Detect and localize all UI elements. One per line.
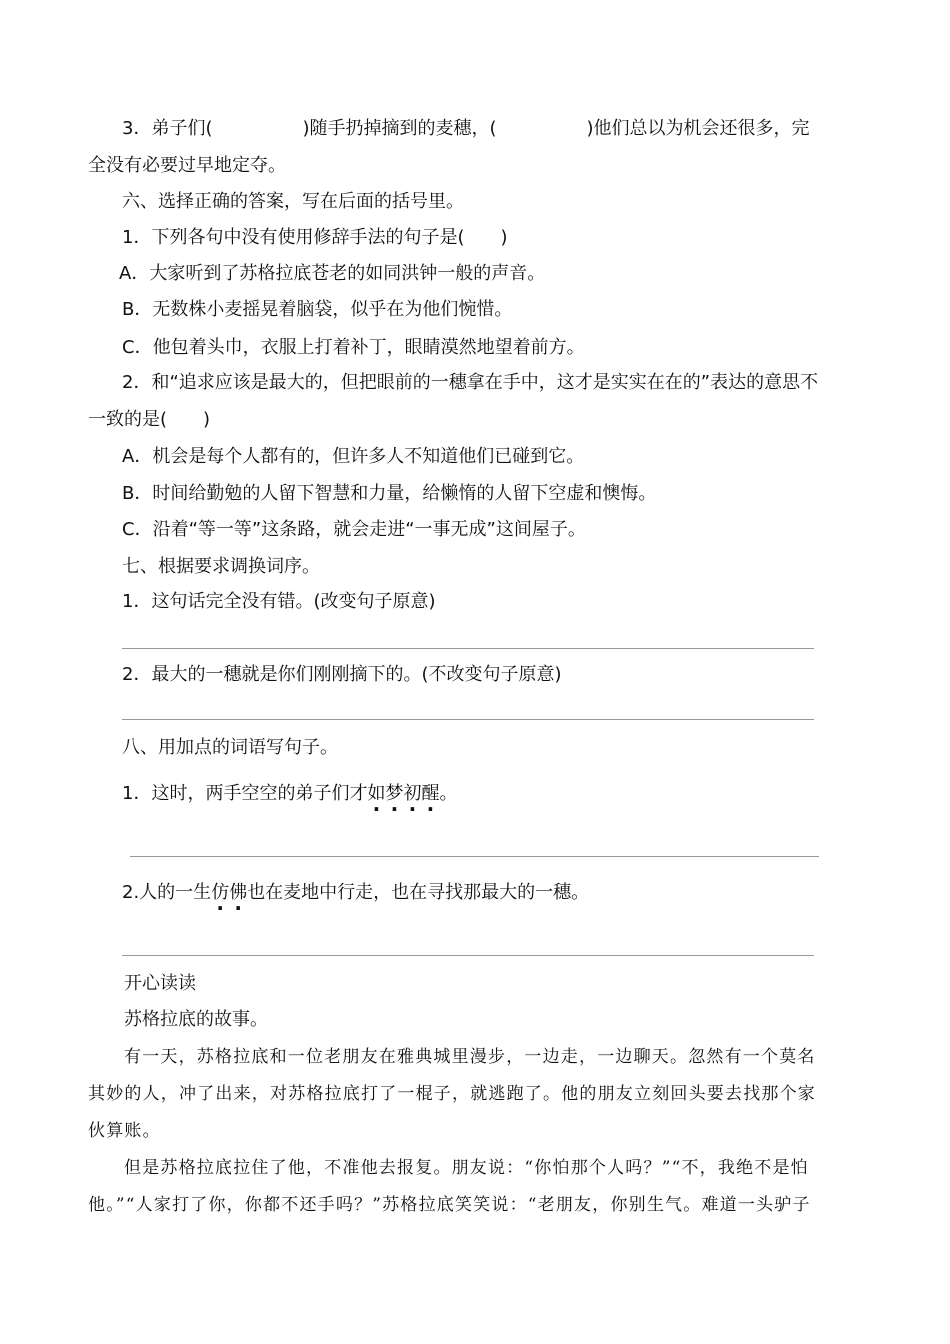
answer-line-8-2[interactable] [122,955,814,956]
story-p2-line-1: 但是苏格拉底拉住了他，不准他去报复。朋友说：“你怕那个人吗？”“不，我绝不是怕 [124,1158,809,1178]
question-7-1: 1．这句话完全没有错。(改变句子原意) [122,591,436,612]
question-8-2-text: 2.人的一生 [122,882,212,903]
question-8-2 [122,881,589,905]
story-p1-line-1: 有一天，苏格拉底和一位老朋友在雅典城里漫步，一边走，一边聊天。忽然有一个莫名 [124,1047,816,1067]
story-p1-line-2: 其妙的人，冲了出来，对苏格拉底打了一棍子，就逃跑了。他的朋友立刻回头要去找那个家 [88,1084,816,1104]
item-3-line-2: 全没有必要过早地定夺。 [88,155,286,176]
dotted-char: 初 [403,783,422,804]
option-6-1-c: C．他包着头巾，衣服上打着补丁，眼睛漠然地望着前方。 [122,337,585,358]
item-3-line-1: 3．弟子们( )随手扔掉摘到的麦穗，( )他们总以为机会还很多，完 [122,118,810,139]
dotted-char: 佛 [229,882,248,903]
section-7-heading: 七、根据要求调换词序。 [122,556,320,577]
question-8-1-text: 1．这时，两手空空的弟子们才 [122,783,368,804]
option-6-2-c: C．沿着“等一等”这条路，就会走进“一事无成”这间屋子。 [122,519,586,540]
question-8-1 [122,782,457,806]
question-8-2-end: 也在麦地中行走，也在寻找那最大的一穗。 [247,882,590,903]
question-6-1: 1．下列各句中没有使用修辞手法的句子是( ) [122,227,508,248]
question-7-2: 2．最大的一穗就是你们刚刚摘下的。(不改变句子原意) [122,664,562,685]
reading-section-label: 开心读读 [124,973,196,994]
dotted-char: 梦 [385,783,404,804]
dotted-char: 如 [367,783,386,804]
answer-line-8-1[interactable] [130,856,819,857]
option-6-1-b: B．无数株小麦摇晃着脑袋，似乎在为他们惋惜。 [122,299,513,320]
dotted-char: 仿 [211,882,230,903]
question-8-1-end: 。 [439,783,458,804]
section-8-heading: 八、用加点的词语写句子。 [122,737,338,758]
answer-line-7-2[interactable] [122,719,814,720]
story-p2-line-2: 他。”“人家打了你，你都不还手吗？”苏格拉底笑笑说：“老朋友，你别生气。难道一头驴子 [88,1195,811,1215]
question-6-2-line-2: 一致的是( ) [88,409,211,430]
option-6-2-b: B．时间给勤勉的人留下智慧和力量，给懒惰的人留下空虚和懊悔。 [122,483,657,504]
dotted-char: 醒 [421,783,440,804]
option-6-2-a: A．机会是每个人都有的，但许多人不知道他们已碰到它。 [122,446,585,467]
option-6-1-a: A．大家听到了苏格拉底苍老的如同洪钟一般的声音。 [119,263,546,284]
section-6-heading: 六、选择正确的答案，写在后面的括号里。 [122,191,464,212]
question-6-2-line-1: 2．和“追求应该是最大的，但把眼前的一穗拿在手中，这才是实实在在的”表达的意思不 [122,372,819,393]
answer-line-7-1[interactable] [122,648,814,649]
story-p1-line-3: 伙算账。 [88,1121,161,1141]
story-title: 苏格拉底的故事。 [124,1009,268,1030]
